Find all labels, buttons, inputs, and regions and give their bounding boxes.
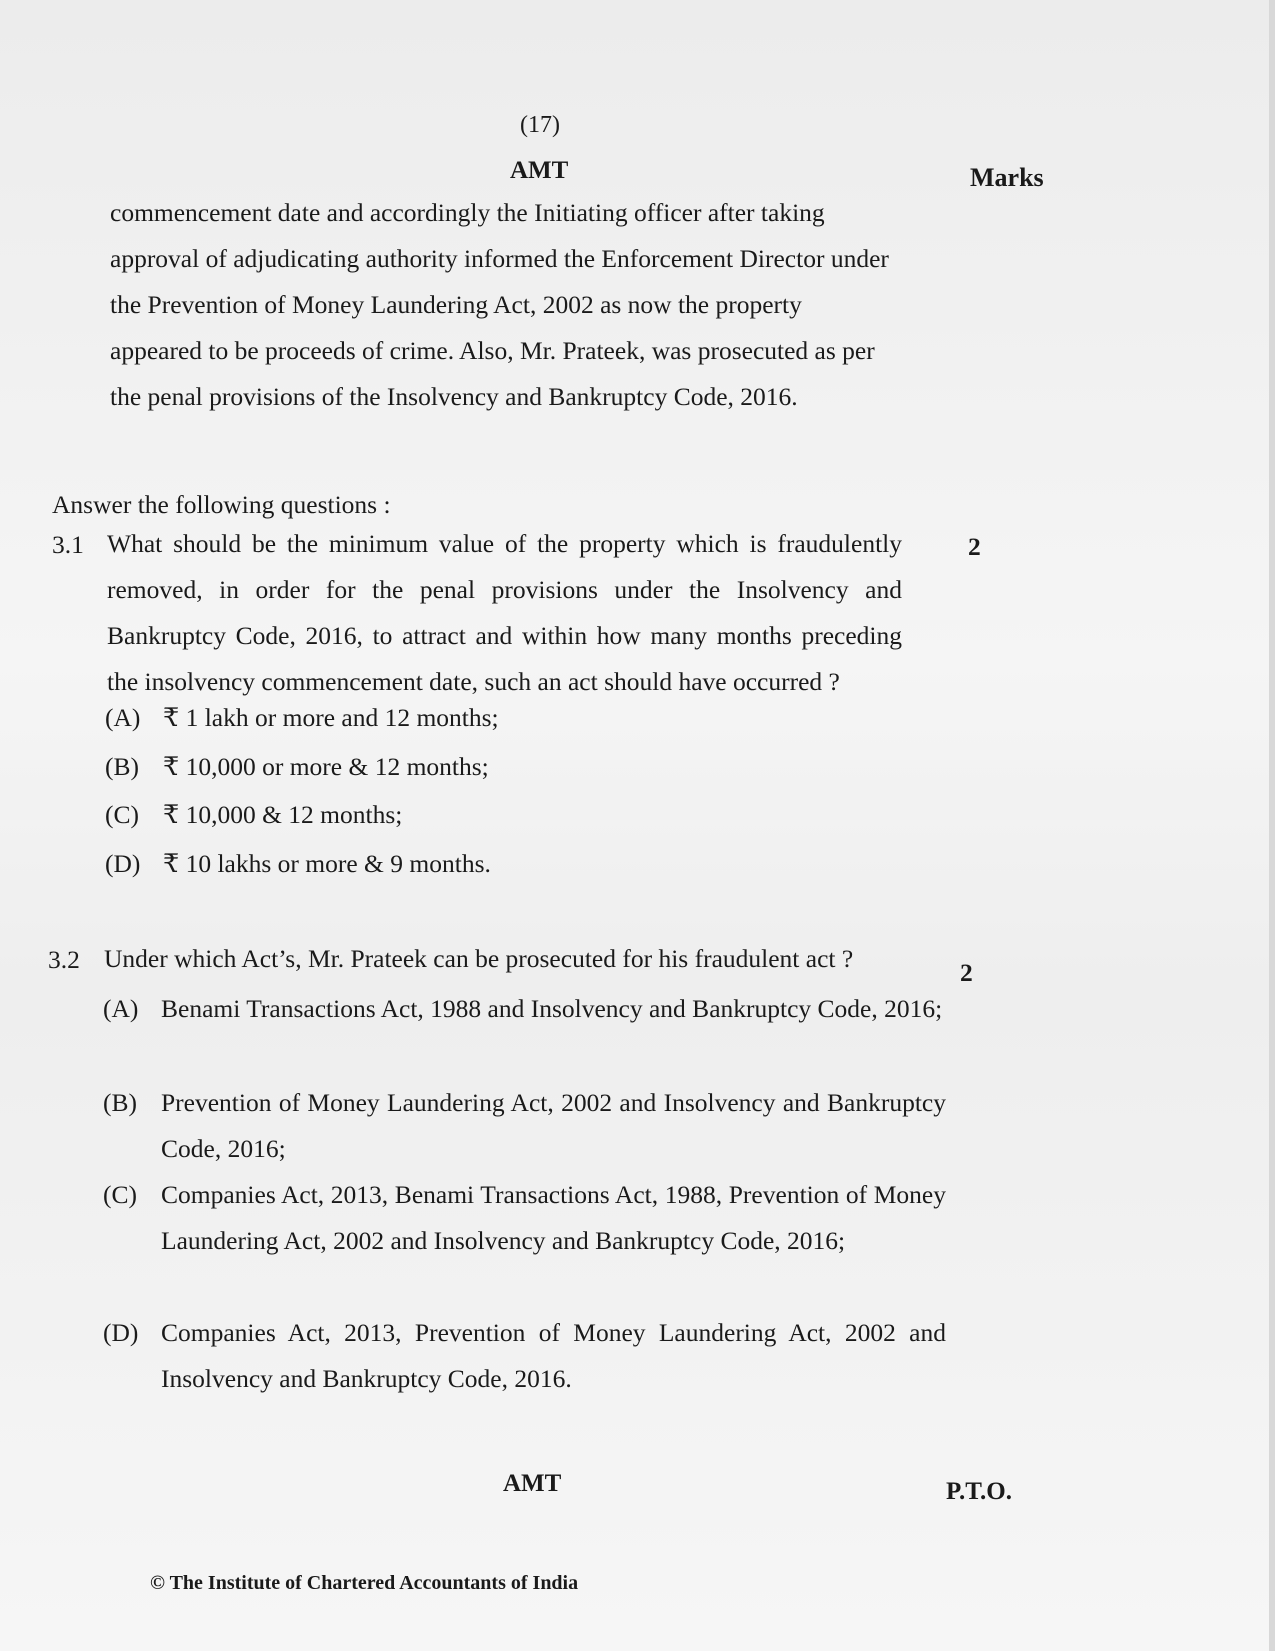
option-d xyxy=(103,1310,946,1402)
option-label: (C) xyxy=(105,800,139,829)
option-label: (B) xyxy=(105,752,139,781)
case-line: approval of adjudicating authority informed the Enforcement Director under xyxy=(110,244,889,273)
option-b xyxy=(103,1080,946,1172)
paper-code-footer: AMT xyxy=(503,1470,562,1497)
option-text: Prevention of Money Laundering Act, 2002 and Insolvency and Bankruptcy Code, 2016; xyxy=(161,1088,946,1163)
option-text: Benami Transactions Act, 1988 and Insolvency and Bankruptcy Code, 2016; xyxy=(161,994,943,1023)
please-turn-over: P.T.O. xyxy=(946,1478,1012,1505)
option-b xyxy=(105,752,489,782)
question-marks: 2 xyxy=(960,958,973,987)
option-label: (D) xyxy=(103,1318,139,1347)
option-a xyxy=(103,986,946,1032)
instructions: Answer the following questions : xyxy=(52,490,391,519)
option-text: ₹ 10,000 & 12 months; xyxy=(163,800,403,829)
question-marks: 2 xyxy=(968,532,981,561)
question-text: What should be the minimum value of the property which is fraudulently removed, in order for the penal provisions under the Insolvency and Bankruptcy Code, 2016, to attract and within how many months preceding the insolvency commencement date, such an act should have occurred ? xyxy=(107,529,902,696)
option-label: (B) xyxy=(103,1088,137,1117)
option-label: (D) xyxy=(105,849,141,878)
option-text: Companies Act, 2013, Prevention of Money Laundering Act, 2002 and Insolvency and Bankruptcy Code, 2016. xyxy=(161,1318,946,1393)
case-line: the penal provisions of the Insolvency and Bankruptcy Code, 2016. xyxy=(110,382,798,411)
case-line: appeared to be proceeds of crime. Also, Mr. Prateek, was prosecuted as per xyxy=(110,336,875,365)
question-number: 3.2 xyxy=(48,945,80,974)
option-text: Companies Act, 2013, Benami Transactions Act, 1988, Prevention of Money Laundering Act, 2002 and Insolvency and Bankruptcy Code, 2016; xyxy=(161,1180,946,1255)
option-text: ₹ 10,000 or more & 12 months; xyxy=(163,752,489,781)
option-c xyxy=(103,1172,946,1264)
option-label: (C) xyxy=(103,1180,137,1209)
question-number: 3.1 xyxy=(52,530,84,559)
option-text: ₹ 10 lakhs or more & 9 months. xyxy=(163,849,491,878)
case-line: commencement date and accordingly the Initiating officer after taking xyxy=(110,198,825,227)
option-a xyxy=(105,703,499,733)
copyright-notice: © The Institute of Chartered Accountants of India xyxy=(150,1572,579,1594)
page-number: (17) xyxy=(520,112,560,138)
option-c xyxy=(105,800,402,830)
case-paragraph xyxy=(110,190,950,420)
case-line: the Prevention of Money Laundering Act, 2002 as now the property xyxy=(110,290,802,319)
scan-edge xyxy=(1269,0,1275,1651)
marks-column-heading: Marks xyxy=(970,163,1044,192)
option-text: ₹ 1 lakh or more and 12 months; xyxy=(163,703,499,732)
paper-code-header: AMT xyxy=(510,157,569,184)
option-d xyxy=(105,849,491,879)
question-text: Under which Act’s, Mr. Prateek can be prosecuted for his fraudulent act ? xyxy=(104,944,854,973)
option-label: (A) xyxy=(105,703,141,732)
option-label: (A) xyxy=(103,994,139,1023)
